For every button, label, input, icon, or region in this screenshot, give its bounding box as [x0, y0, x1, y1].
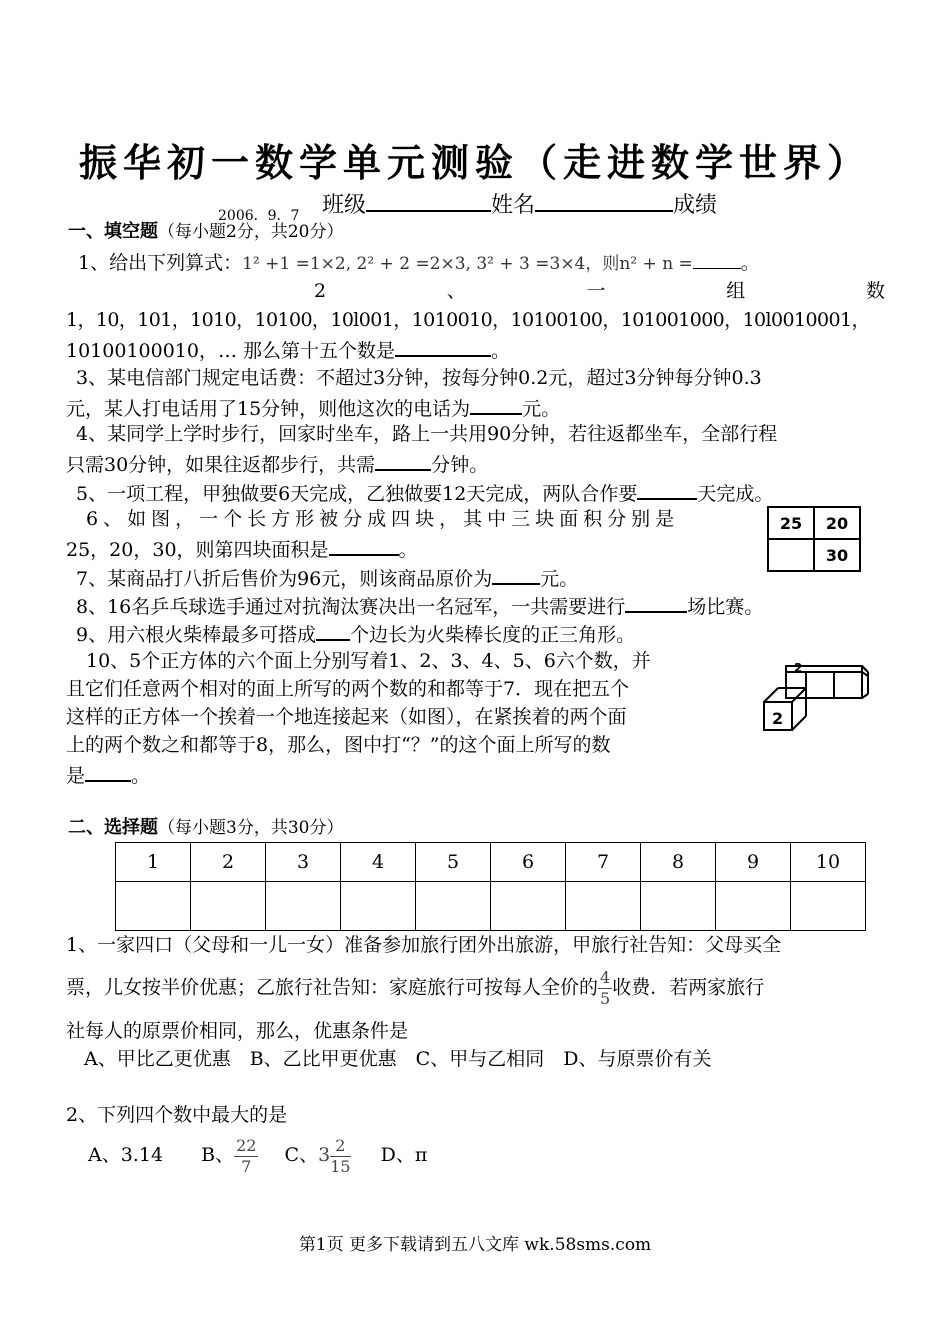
question-10-line2: 且它们任意两个相对的面上所写的两个数的和都等于7．现在把五个	[66, 678, 630, 700]
section2-heading: 二、选择题（每小题3分，共30分）	[68, 817, 344, 838]
answer-cell[interactable]	[191, 882, 266, 931]
mc-question-1-line3: 社每人的原票价相同，那么，优惠条件是	[66, 1020, 409, 1042]
q2-blank[interactable]	[395, 333, 491, 357]
student-info-line	[322, 188, 717, 221]
answer-cell[interactable]	[791, 882, 866, 931]
option-c-label[interactable]: C、	[284, 1144, 319, 1166]
answer-header: 5	[416, 843, 491, 882]
question-2-head: 2 、 一 组 数	[314, 280, 885, 302]
question-2-line2: 10100100010，… 那么第十五个数是 。	[66, 333, 510, 366]
page-footer: 第1页 更多下载请到五八文库 wk.58sms.com	[298, 1235, 652, 1255]
answer-cell[interactable]	[416, 882, 491, 931]
question-1: 1、给出下列算式：1² +1 =1×2, 2² + 2 =2×3, 3² + 3 =3×4，则n² + n = 。	[78, 246, 760, 279]
name-label: 姓名	[491, 193, 536, 218]
answer-header: 9	[716, 843, 791, 882]
area-top-left: 25	[768, 507, 814, 539]
answer-cell[interactable]	[566, 882, 641, 931]
score-label: 成绩	[673, 193, 718, 218]
top-cube-label: 2	[794, 661, 803, 675]
answer-table	[115, 842, 866, 931]
answer-header: 6	[491, 843, 566, 882]
test-date: 2006．9．7	[218, 208, 300, 224]
name-blank[interactable]	[535, 188, 673, 212]
question-8: 8、16名乒乓球选手通过对抗淘汰赛决出一名冠军，一共需要进行 场比赛。	[76, 589, 763, 622]
answer-cell[interactable]	[341, 882, 416, 931]
question-9: 9、用六根火柴棒最多可搭成 个边长为火柴棒长度的正三角形。	[76, 617, 635, 650]
answer-header: 8	[641, 843, 716, 882]
answer-header: 7	[566, 843, 641, 882]
question-10-line4: 上的两个数之和都等于8，那么，图中打“？”的这个面上所写的数	[66, 734, 611, 756]
mc-question-1-options[interactable]: A、甲比乙更优惠 B、乙比甲更优惠 C、甲与乙相同 D、与原票价有关	[84, 1048, 712, 1070]
q7-blank[interactable]	[492, 561, 540, 585]
rectangle-figure	[767, 506, 861, 572]
option-b-label[interactable]: B、	[201, 1144, 235, 1166]
answer-cell[interactable]	[716, 882, 791, 931]
question-7: 7、某商品打八折后售价为96元，则该商品原价为 元。	[76, 561, 578, 594]
answer-cell[interactable]	[491, 882, 566, 931]
fraction-2-15: $\frac{2}{15}$	[330, 1135, 351, 1176]
q5-blank[interactable]	[637, 476, 697, 500]
area-bottom-left	[768, 539, 814, 571]
answer-header: 10	[791, 843, 866, 882]
question-4-line1: 4、某同学上学时步行，回家时坐车，路上一共用90分钟，若往返都坐车，全部行程	[76, 423, 778, 445]
q8-blank[interactable]	[625, 589, 687, 613]
answer-cell[interactable]	[641, 882, 716, 931]
option-a[interactable]: A、3.14	[88, 1144, 164, 1166]
q1-blank[interactable]	[693, 246, 741, 269]
cubes-figure	[760, 660, 872, 734]
answer-header: 4	[341, 843, 416, 882]
page-title: 振华初一数学单元测验（走进数学世界）	[78, 141, 871, 185]
answer-header: 2	[191, 843, 266, 882]
mc-question-1-line1: 1、一家四口（父母和一儿一女）准备参加旅行团外出旅游，甲旅行社告知：父母买全	[66, 934, 782, 956]
front-cube-label: 2	[772, 709, 784, 728]
question-2-line1: 1，10，101，1010，10100，10l001，1010010，10100100，101001000，10l0010001，	[66, 309, 870, 331]
mc-question-1-line2: 票，儿女按半价优惠；乙旅行社告知：家庭旅行可按每人全价的 $\frac{4}{5}$ 收费．若两家旅行	[66, 968, 765, 1008]
answer-header: 3	[266, 843, 341, 882]
option-d[interactable]: D、π	[380, 1144, 428, 1166]
area-top-right: 20	[814, 507, 860, 539]
question-6-line2: 25，20，30，则第四块面积是 。	[66, 532, 418, 565]
mc-question-2-stem: 2、下列四个数中最大的是	[66, 1104, 288, 1126]
answer-cell[interactable]	[116, 882, 191, 931]
question-3-line2: 元，某人打电话用了15分钟，则他这次的电话为 元。	[66, 391, 560, 424]
question-10-line1: 10、5个正方体的六个面上分别写着1、2、3、4、5、6六个数，并	[86, 650, 651, 672]
q10-blank[interactable]	[85, 758, 131, 782]
class-blank[interactable]	[366, 188, 491, 212]
q4-blank[interactable]	[375, 447, 431, 471]
area-bottom-right: 30	[814, 539, 860, 571]
answer-header: 1	[116, 843, 191, 882]
q3-blank[interactable]	[470, 391, 522, 415]
question-6-line1: 6、如图，一个长方形被分成四块，其中三块面积分别是	[86, 508, 680, 530]
q9-blank[interactable]	[316, 617, 350, 641]
question-4-line2: 只需30分钟，如果往返都步行，共需 分钟。	[66, 447, 488, 480]
question-10-line3: 这样的正方体一个挨着一个地连接起来（如图），在紧挨着的两个面	[66, 706, 627, 728]
question-5: 5、一项工程，甲独做要6天完成，乙独做要12天完成，两队合作要 天完成。	[76, 476, 773, 509]
question-10-line5: 是 。	[66, 758, 150, 791]
class-label: 班级	[322, 193, 367, 218]
fraction-22-7: $\frac{22}{7}$	[236, 1135, 257, 1176]
fraction-four-fifths: $\frac{4}{5}$	[600, 968, 611, 1008]
question-3-line1: 3、某电信部门规定电话费：不超过3分钟，按每分钟0.2元，超过3分钟每分钟0.3	[76, 367, 762, 389]
mc-question-2-options: A、3.14 B、 $\frac{22}{7}$ C、3 $\frac{2}{15}$ D、π	[88, 1135, 428, 1176]
q1-formula: 1² +1 =1×2, 2² + 2 =2×3, 3² + 3 =3×4	[242, 254, 586, 274]
q6-blank[interactable]	[329, 532, 399, 556]
answer-cell[interactable]	[266, 882, 341, 931]
section1-heading: 一、填空题（每小题2分，共20分）	[68, 221, 344, 242]
